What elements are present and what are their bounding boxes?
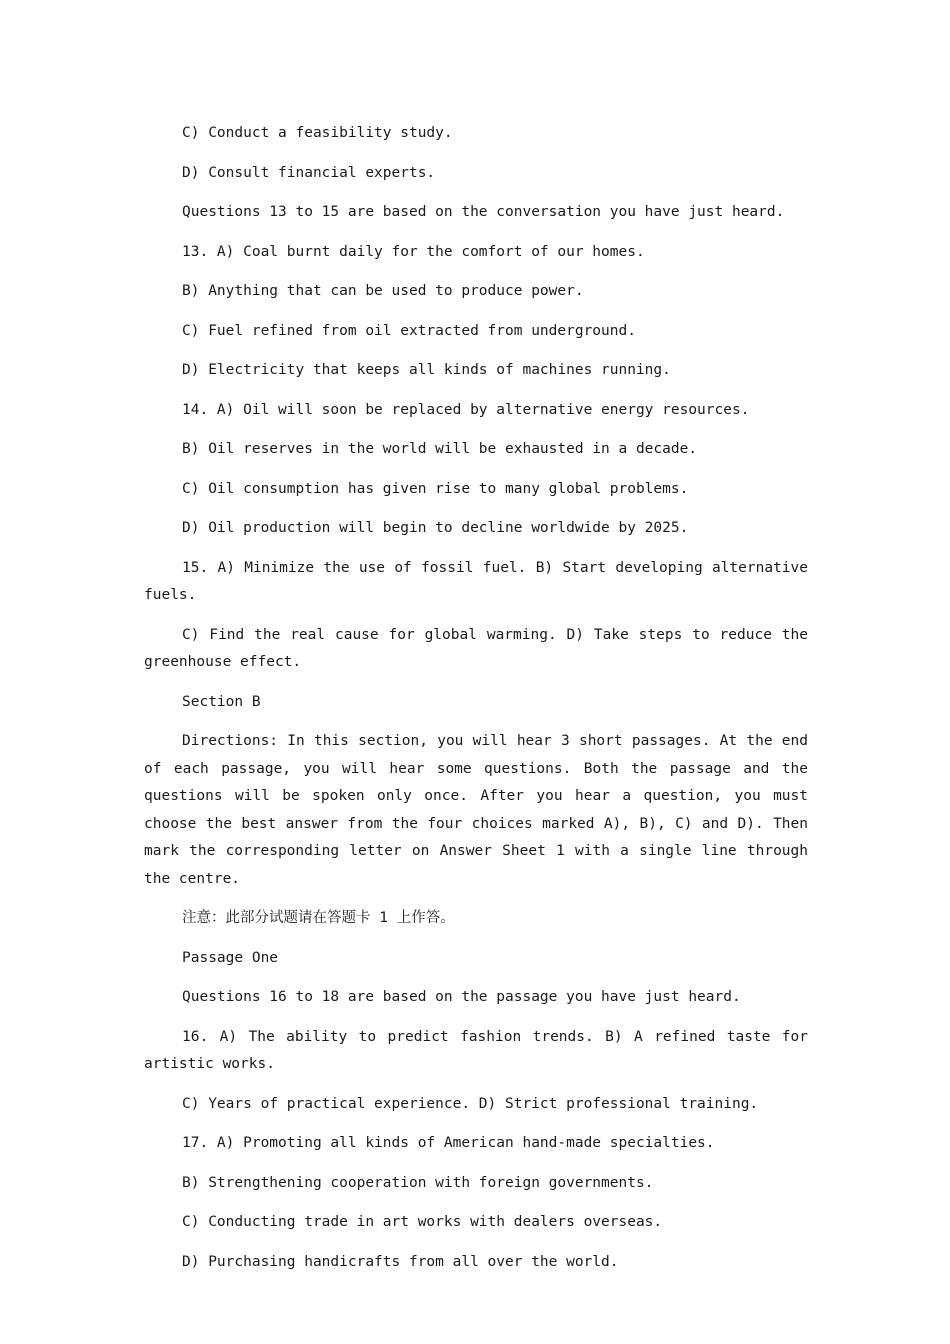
- question-14-option-c: C) Oil consumption has given rise to many global problems.: [182, 480, 689, 497]
- document-page: [144, 120, 808, 1288]
- passage-heading: Passage One: [182, 949, 279, 966]
- question-13-option-a: 13. A) Coal burnt daily for the comfort of our homes.: [182, 243, 645, 260]
- question-14-option-a: 14. A) Oil will soon be replaced by alternative energy resources.: [182, 401, 750, 418]
- question-15-options-ab: 15. A) Minimize the use of fossil fuel. B) Start developing alternative fuels.: [144, 559, 808, 603]
- question-13-option-b: B) Anything that can be used to produce power.: [182, 283, 584, 299]
- question-17-option-a: 17. A) Promoting all kinds of American hand-made specialties.: [182, 1135, 715, 1151]
- section-heading: Section B: [182, 693, 261, 710]
- question-14-option-d: D) Oil production will begin to decline worldwide by 2025.: [182, 520, 689, 536]
- option-12d: D) Consult financial experts.: [182, 164, 436, 181]
- questions-13-15-intro: Questions 13 to 15 are based on the conversation you have just heard.: [182, 204, 785, 220]
- question-17-option-b: B) Strengthening cooperation with foreign governments.: [182, 1174, 654, 1191]
- directions: Directions: In this section, you will hear 3 short passages. At the end of each passage, you will hear some questions. Both the passage and the questions will be spoken only once. After you hear a question, you must choose the best answer from the four choices marked A), B), C) and D). Then mark the corresponding letter on Answer Sheet 1 with a single line through the centre.: [144, 733, 808, 887]
- question-16-options-ab: 16. A) The ability to predict fashion trends. B) A refined taste for artistic works.: [144, 1028, 808, 1072]
- option-12c: C) Conduct a feasibility study.: [182, 125, 453, 141]
- question-13-option-c: C) Fuel refined from oil extracted from underground.: [182, 322, 636, 339]
- question-15-options-cd: C) Find the real cause for global warming. D) Take steps to reduce the greenhouse effect.: [144, 626, 808, 670]
- question-17-option-d: D) Purchasing handicrafts from all over the world.: [182, 1253, 619, 1270]
- question-17-option-c: C) Conducting trade in art works with dealers overseas.: [182, 1214, 663, 1230]
- question-13-option-d: D) Electricity that keeps all kinds of machines running.: [182, 362, 671, 378]
- answer-sheet-note: 注意：此部分试题请在答题卡 1 上作答。: [182, 910, 455, 926]
- questions-16-18-intro: Questions 16 to 18 are based on the passage you have just heard.: [182, 989, 741, 1005]
- question-16-options-cd: C) Years of practical experience. D) Strict professional training.: [182, 1095, 759, 1112]
- question-14-option-b: B) Oil reserves in the world will be exhausted in a decade.: [182, 441, 698, 457]
